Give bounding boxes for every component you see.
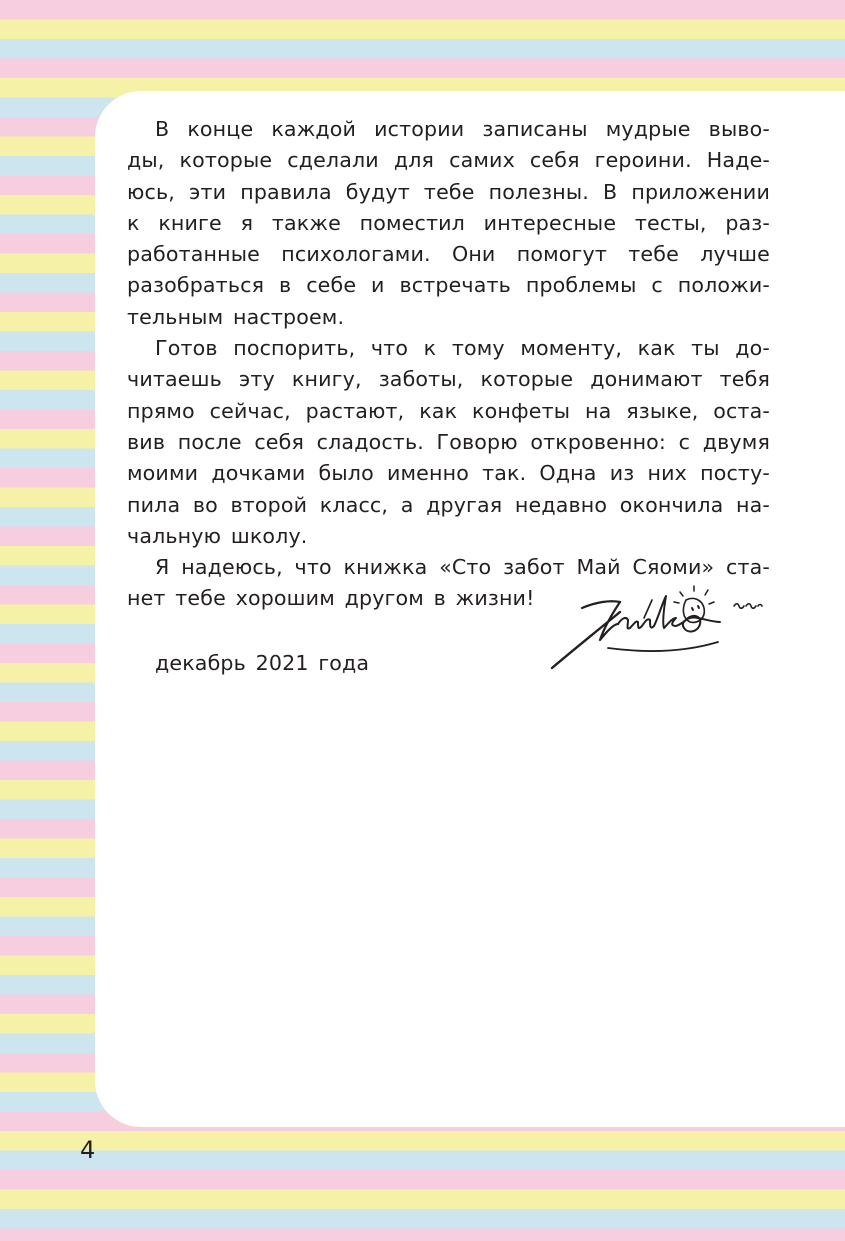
paragraph <box>127 114 770 333</box>
text-line: юсь, эти правила будут тебе полезны. В приложении <box>127 179 770 204</box>
text-line: чальную школу. <box>127 523 308 548</box>
text-line: В конце каждой истории записаны мудрые выво- <box>155 117 770 141</box>
text-line: вив после себя сладость. Говорю откровенно: с двумя <box>127 429 770 454</box>
text-line: прямо сейчас, растают, как конфеты на языке, оста- <box>127 398 770 423</box>
text-line: читаешь эту книгу, заботы, которые донимают тебя <box>127 367 770 392</box>
text-line: тельным настроем. <box>127 304 345 329</box>
text-line: к книге я также поместил интересные тесты, раз- <box>127 210 770 235</box>
body-text <box>127 114 770 615</box>
text-line: Готов поспорить, что к тому моменту, как ты до- <box>155 336 770 361</box>
text-line: нет тебе хорошим другом в жизни! <box>127 586 535 611</box>
paragraph <box>127 333 770 552</box>
text-line: моими дочками было именно так. Одна из них посту- <box>127 461 770 486</box>
handwritten-signature-icon <box>548 578 768 673</box>
text-line: ды, которые сделали для самих себя героини. Наде- <box>127 148 770 173</box>
text-line: разобраться в себе и встречать проблемы с положи- <box>127 273 770 298</box>
text-line: работанные психологами. Они помогут тебе лучше <box>127 242 770 267</box>
text-line: Я надеюсь, что книжка «Сто забот Май Сяоми» ста- <box>155 555 770 580</box>
text-line: пила во второй класс, а другая недавно окончила на- <box>127 492 770 517</box>
page-number: 4 <box>80 1136 96 1164</box>
date-text: декабрь 2021 года <box>155 651 370 675</box>
